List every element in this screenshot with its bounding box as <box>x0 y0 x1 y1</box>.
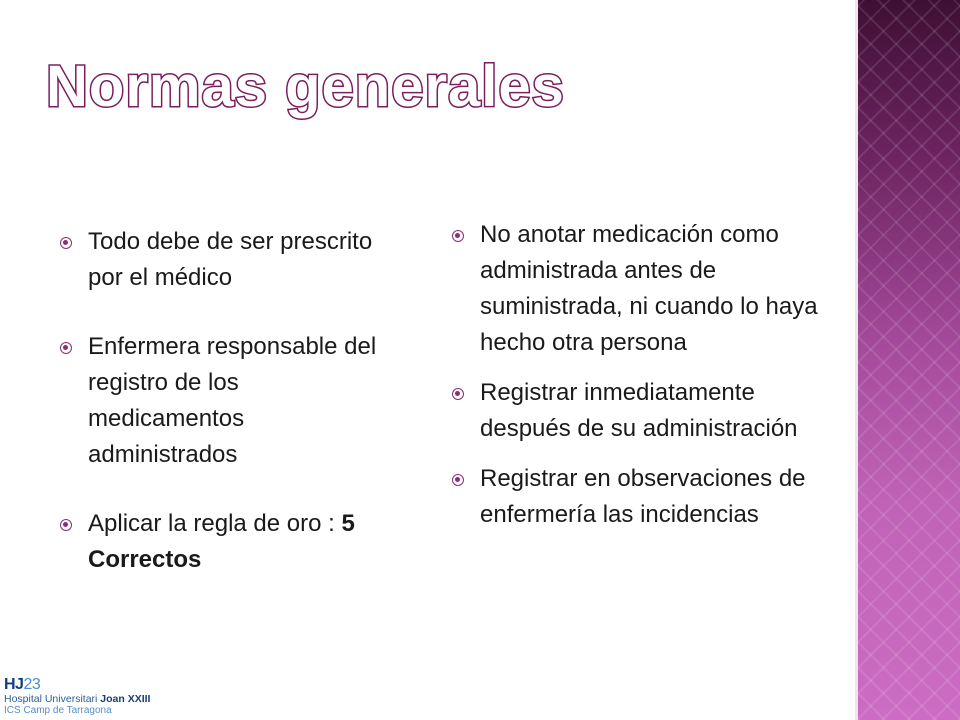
logo-name-bold: Joan XXIII <box>100 693 151 705</box>
list-item-text: Todo debe de ser prescrito por el médico <box>88 228 373 291</box>
circled-dot-icon <box>60 519 72 531</box>
decorative-side-band <box>855 0 960 720</box>
hospital-logo <box>4 676 224 720</box>
right-bullet-list <box>452 217 852 547</box>
logo-mark-letters: HJ <box>4 676 24 693</box>
list-item-text: Enfermera responsable del registro de los medicamentos administrados <box>88 333 377 468</box>
logo-name-prefix: Hospital Universitari <box>4 693 98 705</box>
logo-subtitle: ICS Camp de Tarragona <box>4 705 112 716</box>
list-item <box>452 375 852 447</box>
list-item <box>452 217 852 361</box>
circled-dot-icon <box>60 342 72 354</box>
list-item <box>60 329 400 473</box>
circled-dot-icon <box>452 474 464 486</box>
list-item <box>60 224 400 296</box>
left-bullet-list <box>60 224 400 611</box>
list-item-text: Registrar inmediatamente después de su administración <box>480 379 798 442</box>
logo-hospital-name <box>4 693 224 705</box>
circled-dot-icon <box>452 230 464 242</box>
circled-dot-icon <box>452 388 464 400</box>
list-item-text: Aplicar la regla de oro : <box>88 510 335 537</box>
list-item-text: No anotar medicación como administrada antes de suministrada, ni cuando lo haya hecho otra persona <box>480 221 818 356</box>
title-graphic <box>40 46 840 126</box>
logo-mark-number: 23 <box>23 676 41 693</box>
circled-dot-icon <box>60 237 72 249</box>
list-item <box>60 506 400 578</box>
logo-mark <box>4 676 224 693</box>
title-container <box>40 46 840 126</box>
list-item-strong-text: 5 Correctos <box>88 510 355 573</box>
list-item <box>452 461 852 533</box>
list-item-text: Registrar en observaciones de enfermería las incidencias <box>480 465 806 528</box>
slide-title: Normas generales <box>46 54 565 119</box>
